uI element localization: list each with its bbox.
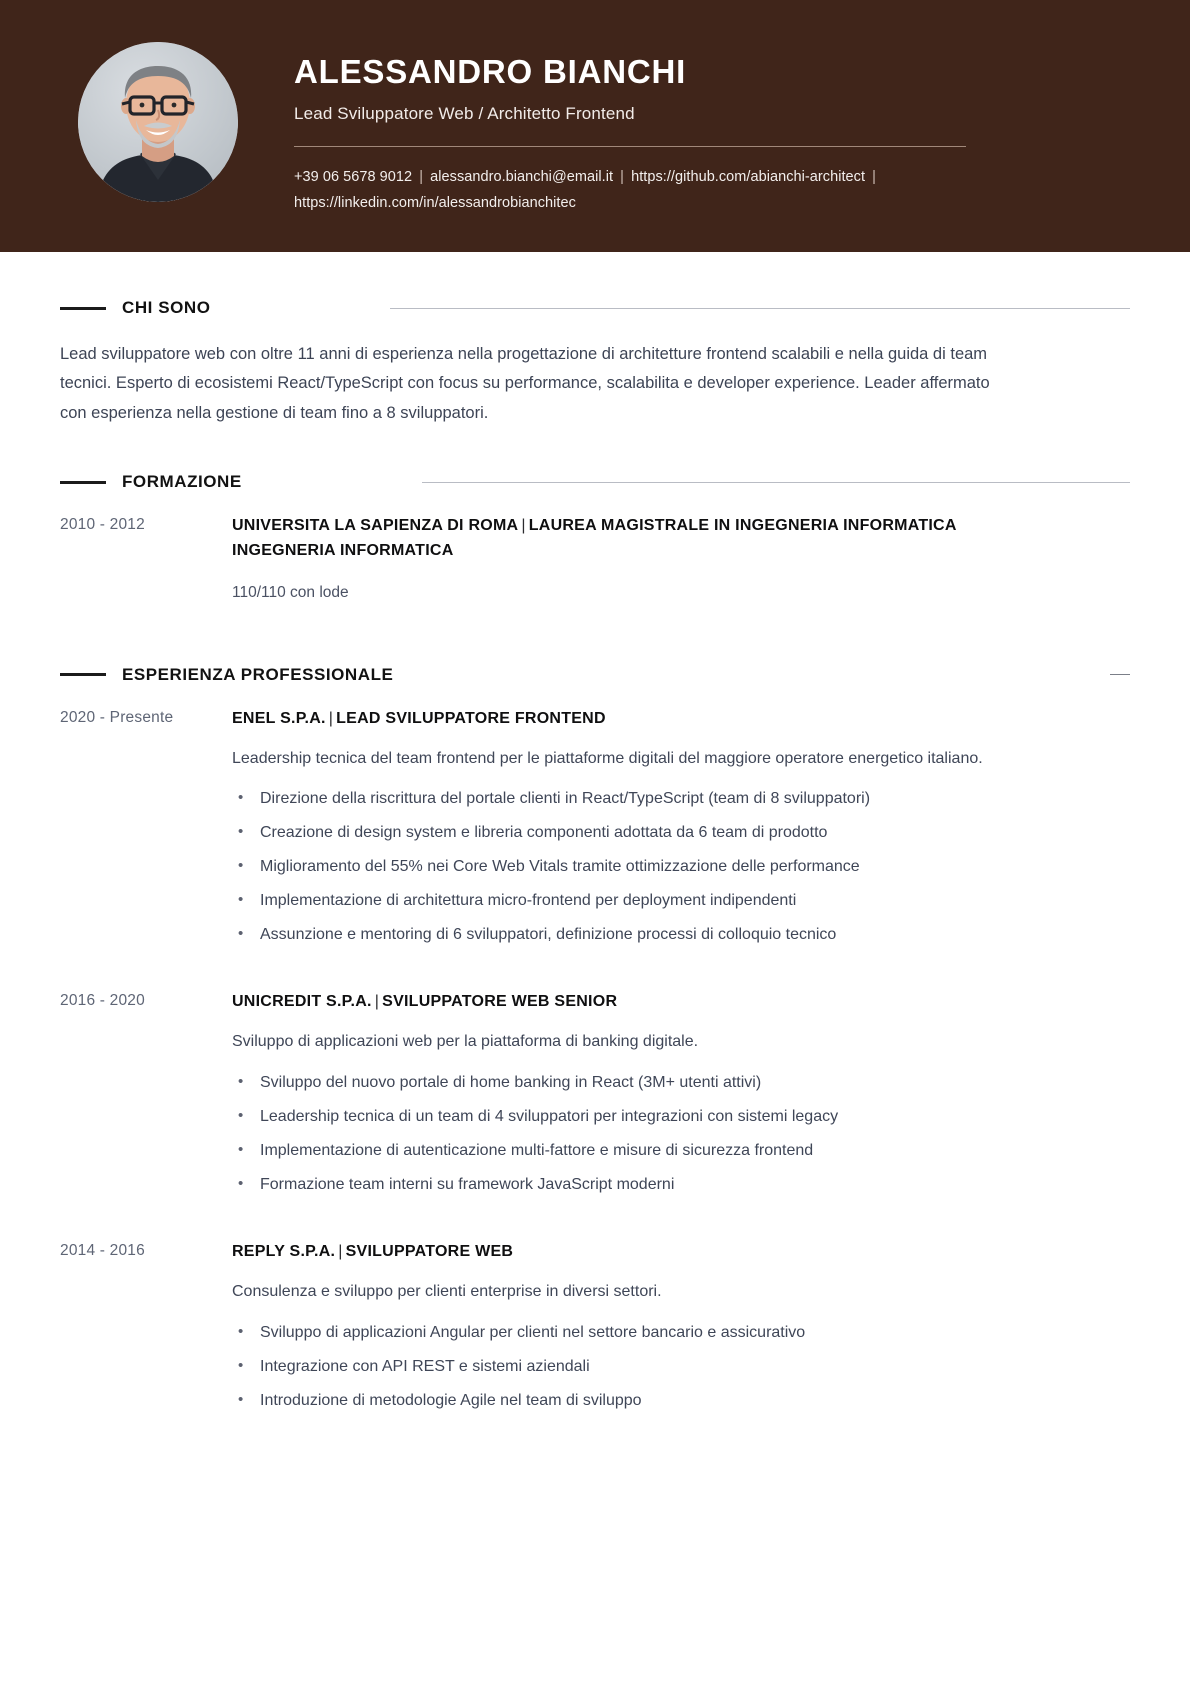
section-rule [422,482,1130,483]
experience-description: Sviluppo di applicazioni web per la piattaforma di banking digitale. [232,1033,699,1051]
list-item: • Sviluppo del nuovo portale di home banking in React (3M+ utenti attivi) [232,1071,1130,1096]
list-item: • Direzione della riscrittura del portale clienti in React/TypeScript (team di 8 sviluppatori) [232,787,1130,812]
contact-github[interactable]: https://github.com/abianchi-architect [631,169,866,186]
contact-phone: +39 06 5678 9012 [294,169,413,186]
header-divider [294,146,966,147]
list-item: • Leadership tecnica di un team di 4 sviluppatori per integrazioni con sistemi legacy [232,1105,1130,1130]
experience-entry [60,707,1130,957]
list-item: • Creazione di design system e libreria componenti adottata da 6 team di prodotto [232,821,1130,846]
section-education [60,472,1130,605]
experience-company: ENEL S.P.A. [232,709,326,727]
experience-description: Consulenza e sviluppo per clienti enterprise in diversi settori. [232,1283,662,1301]
experience-body [232,1240,1130,1422]
contact-info [294,165,984,216]
experience-entry [60,990,1130,1206]
experience-bullet-list [232,787,1130,947]
section-title-experience: ESPERIENZA PROFESSIONALE [122,664,394,684]
experience-company: UNICREDIT S.P.A. [232,993,372,1011]
contact-linkedin[interactable]: https://linkedin.com/in/alessandrobianchitec [294,194,576,211]
section-experience [60,665,1130,1423]
section-rule [390,308,1130,309]
experience-bullet-list [232,1321,1130,1413]
experience-role: SVILUPPATORE WEB SENIOR [382,993,618,1011]
experience-date: 2020 - Presente [60,708,174,726]
title-separator: | [521,517,526,535]
education-title [232,514,1022,564]
experience-date: 2014 - 2016 [60,1242,145,1260]
education-date: 2010 - 2012 [60,516,145,534]
experience-title [232,1240,1130,1265]
list-item: • Assunzione e mentoring di 6 sviluppatori, definizione processi di colloquio tecnico [232,923,1130,948]
experience-role: LEAD SVILUPPATORE FRONTEND [336,709,606,727]
job-subtitle: Lead Sviluppatore Web / Architetto Frontend [294,104,635,124]
title-separator: | [374,993,380,1011]
section-dash-icon [60,481,106,484]
spacer [60,635,1130,665]
education-entry [60,514,1130,605]
list-item: • Sviluppo di applicazioni Angular per clienti nel settore bancario e assicurativo [232,1321,1130,1346]
contact-email[interactable]: alessandro.bianchi@email.it [430,169,614,186]
section-dash-icon [60,673,106,676]
resume-body [0,252,1190,1516]
section-header-about [60,298,1130,318]
contact-separator: | [872,169,876,186]
experience-entry [60,1240,1130,1422]
profile-photo [78,42,238,202]
title-separator: | [338,1243,343,1261]
education-institution: UNIVERSITA LA SAPIENZA DI ROMA [232,517,519,535]
education-note: 110/110 con lode [232,583,349,601]
section-dash-icon [60,307,106,310]
experience-title [232,707,1130,732]
experience-bullet-list [232,1071,1130,1197]
education-degree: LAUREA MAGISTRALE IN INGEGNERIA INFORMATICA INGEGNERIA INFORMATICA [232,517,957,559]
list-item: • Miglioramento del 55% nei Core Web Vitals tramite ottimizzazione delle performance [232,855,1130,880]
section-about [60,298,1130,428]
list-item: • Introduzione di metodologie Agile nel team di sviluppo [232,1389,1130,1414]
section-header-experience [60,665,1130,685]
experience-date: 2016 - 2020 [60,992,145,1010]
resume-header [0,0,1190,252]
experience-title [232,990,1130,1015]
about-text: Lead sviluppatore web con oltre 11 anni di esperienza nella progettazione di architetture frontend scalabili e nella guida di team tecnici. Esperto di ecosistemi React/TypeScript con focus su performance, scalabilita e developer experience. Leader affermato con esperienza nella gestione di team fino a 8 sviluppatori. [60,345,990,422]
list-item: • Implementazione di autenticazione multi-fattore e misure di sicurezza frontend [232,1139,1130,1164]
experience-description: Leadership tecnica del team frontend per le piattaforme digitali del maggiore operatore energetico italiano. [232,749,983,767]
section-title-about: CHI SONO [122,298,211,317]
section-header-education [60,472,1130,492]
page-title: ALESSANDRO BIANCHI [294,53,687,90]
experience-body [232,990,1130,1206]
list-item: • Integrazione con API REST e sistemi aziendali [232,1355,1130,1380]
profile-photo-image [78,42,238,202]
list-item: • Formazione team interni su framework JavaScript moderni [232,1173,1130,1198]
header-text-block [294,38,1130,216]
avatar [78,42,238,202]
contact-separator: | [620,169,624,186]
experience-role: SVILUPPATORE WEB [345,1243,514,1261]
contact-separator: | [419,169,424,186]
section-title-education: FORMAZIONE [122,472,242,492]
education-body [232,514,1130,605]
experience-body [232,707,1130,957]
list-item: • Implementazione di architettura micro-frontend per deployment indipendenti [232,889,1130,914]
experience-company: REPLY S.P.A. [232,1243,336,1261]
section-rule-tail [1110,674,1130,675]
title-separator: | [328,709,334,727]
